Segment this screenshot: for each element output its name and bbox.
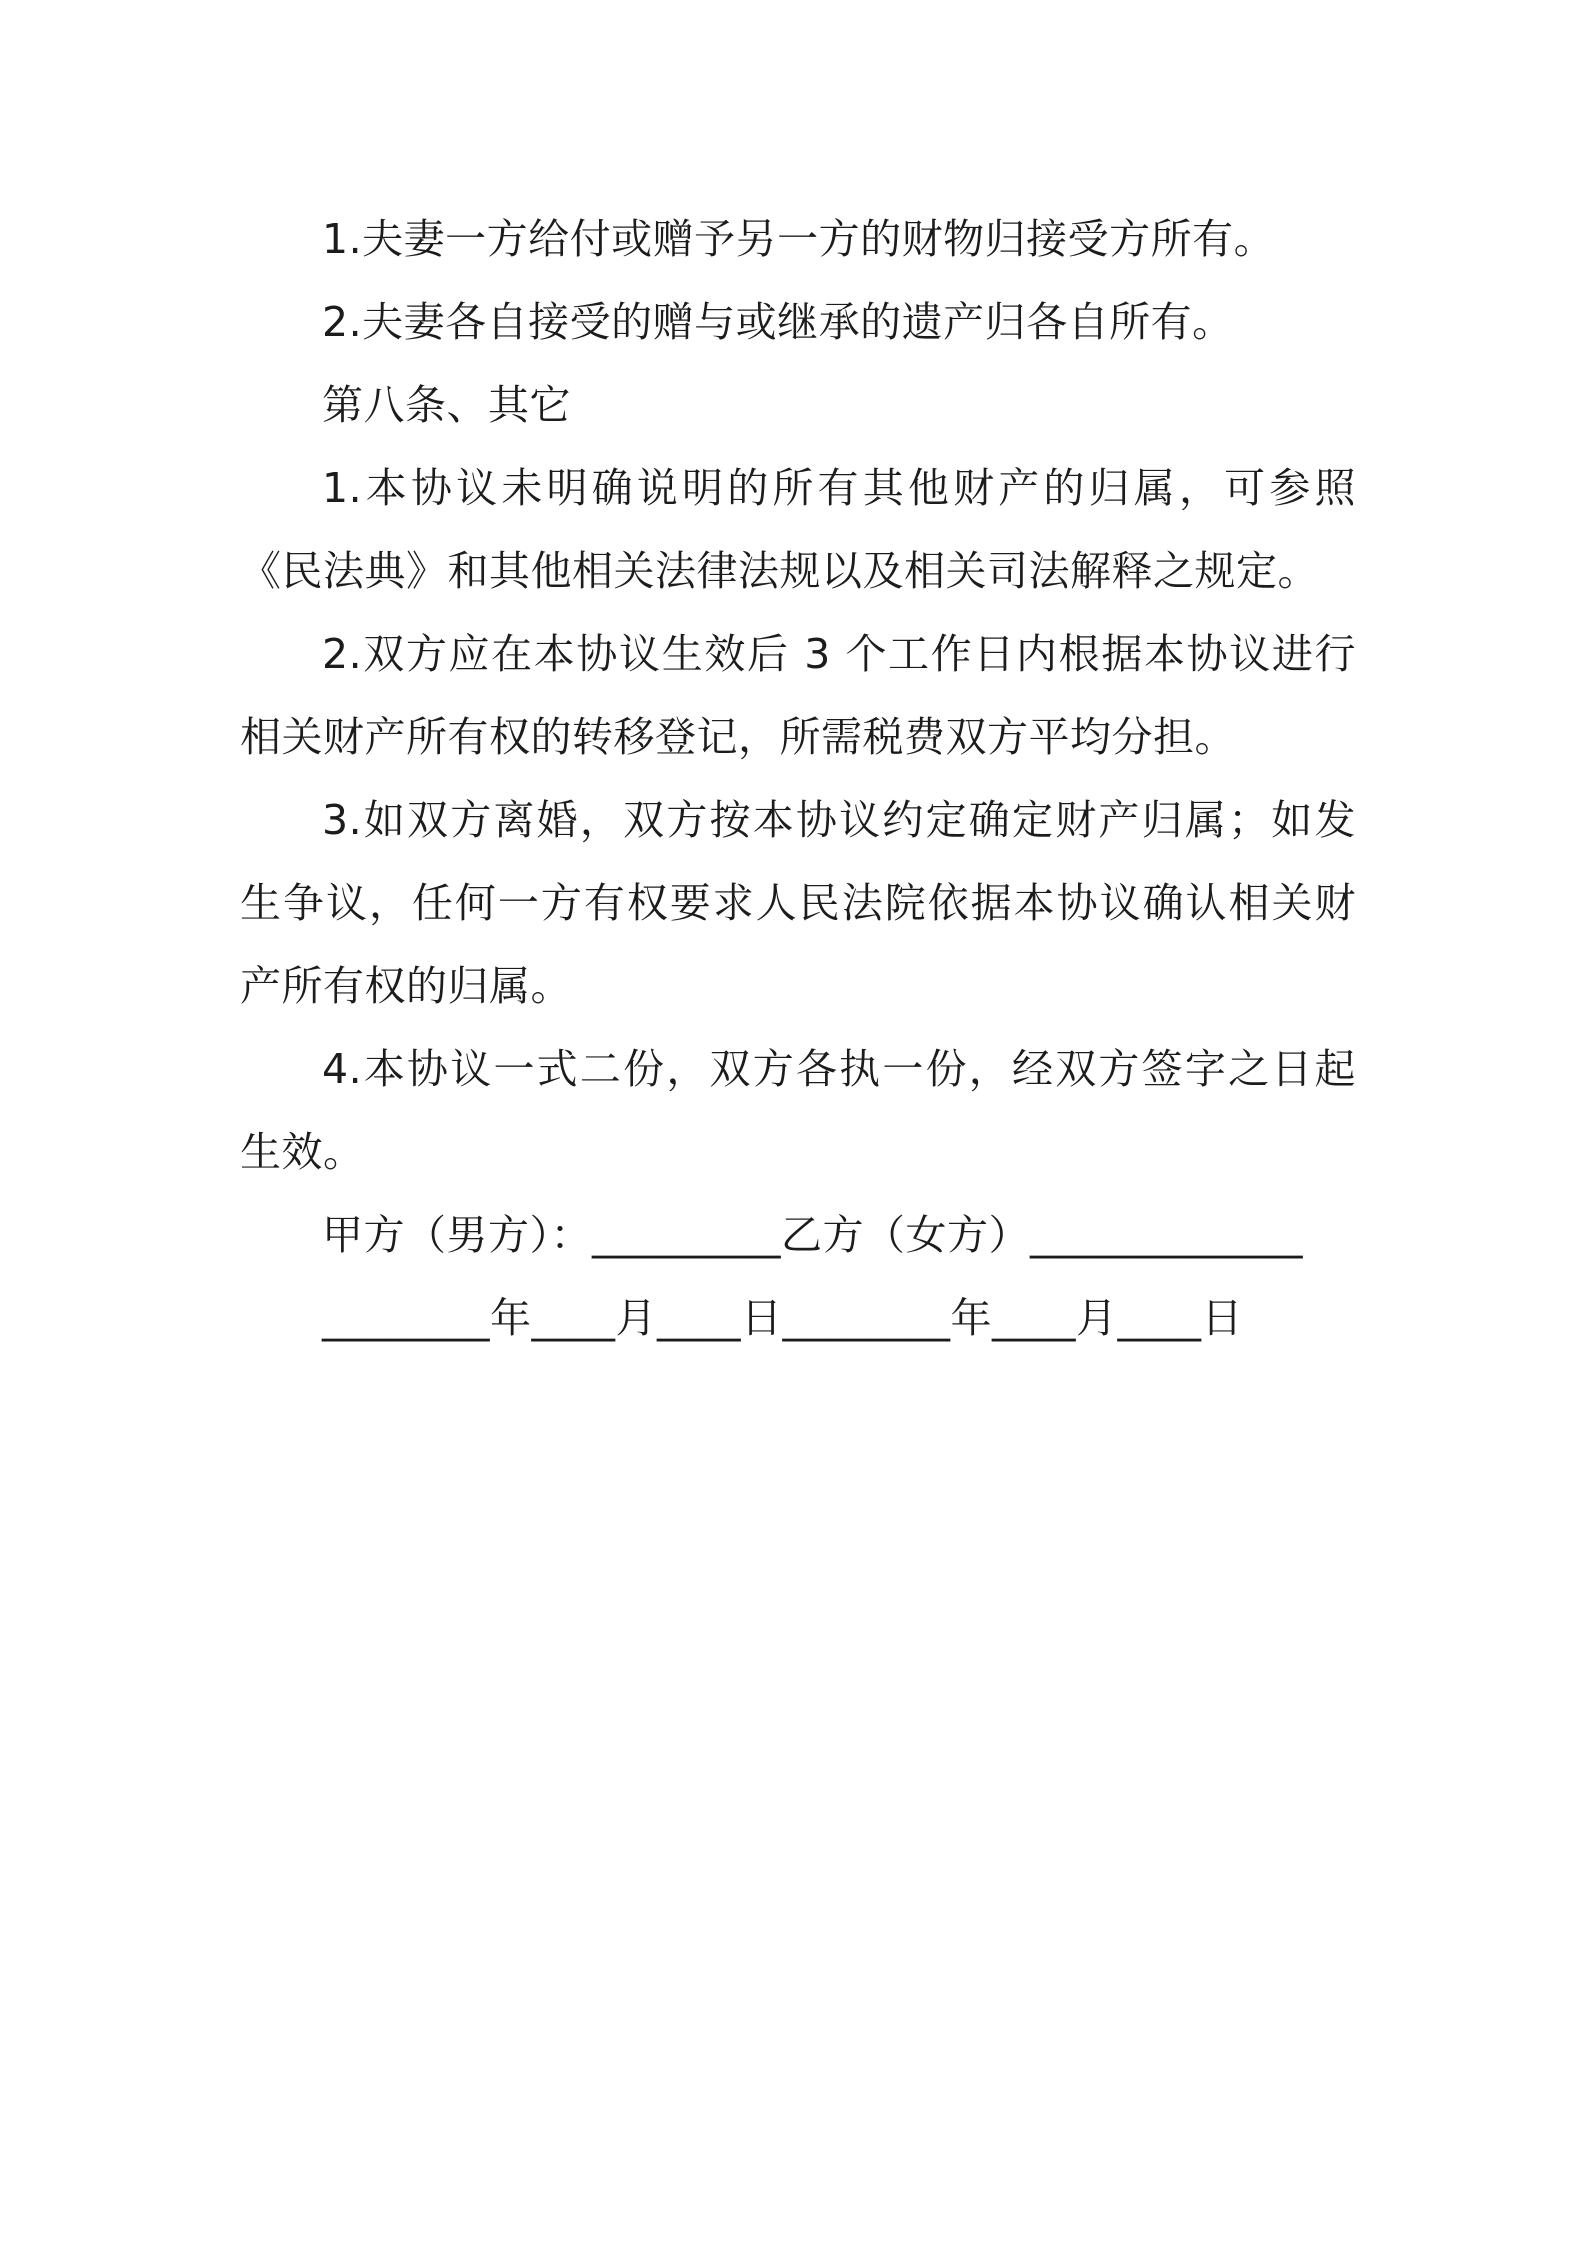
signature-line: 甲方（男方）：_________乙方（女方）_____________	[322, 1211, 1303, 1259]
clause-gift-property: 1.夫妻一方给付或赠予另一方的财物归接受方所有。	[322, 215, 1276, 263]
article-eight-heading: 第八条、其它	[322, 381, 571, 429]
clause-other-property: 1.本协议未明确说明的所有其他财产的归属，可参照《民法典》和其他相关法律法规以及相关司法解释之规定。	[240, 464, 1356, 595]
clause-divorce: 3.如双方离婚，双方按本协议约定确定财产归属；如发生争议，任何一方有权要求人民法院依据本协议确认相关财产所有权的归属。	[240, 796, 1356, 1010]
clause-inheritance: 2.夫妻各自接受的赠与或继承的遗产归各自所有。	[322, 298, 1234, 346]
clause-transfer-registration: 2.双方应在本协议生效后 3 个工作日内根据本协议进行相关财产所有权的转移登记，所需税费双方平均分担。	[240, 630, 1356, 761]
date-line: ________年____月____日________年____月____日	[322, 1294, 1243, 1342]
document-body	[240, 198, 1356, 1360]
clause-copies: 4.本协议一式二份，双方各执一份，经双方签字之日起生效。	[240, 1045, 1356, 1176]
